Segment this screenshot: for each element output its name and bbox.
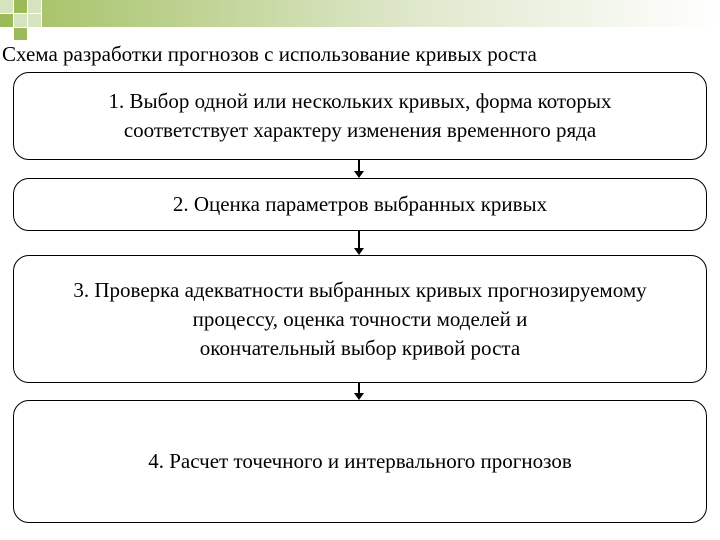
deco-square xyxy=(0,14,13,27)
deco-square xyxy=(28,0,41,13)
arrow-step-3-to-4 xyxy=(352,383,366,400)
deco-square xyxy=(14,14,27,27)
step-4-forecast-calculation: 4. Расчет точечного и интервального прогнозов xyxy=(13,400,707,523)
deco-square xyxy=(0,0,13,13)
decorative-header-band xyxy=(0,0,720,42)
header-gradient-bar xyxy=(42,0,720,27)
step-2-parameter-estimation: 2. Оценка параметров выбранных кривых xyxy=(13,178,707,231)
deco-square xyxy=(14,28,27,40)
step-1-curve-selection: 1. Выбор одной или нескольких кривых, форма которых соответствует характеру изменения временного ряда xyxy=(13,72,707,160)
diagram-title: Схема разработки прогнозов с использование кривых роста xyxy=(2,42,537,66)
deco-square xyxy=(28,14,41,27)
arrow-step-1-to-2 xyxy=(352,160,366,178)
arrow-step-2-to-3 xyxy=(352,231,366,255)
step-3-adequacy-check: 3. Проверка адекватности выбранных кривых прогнозируемому процессу, оценка точности моделей и окончательный выбор кривой роста xyxy=(13,255,707,383)
deco-square xyxy=(14,0,27,13)
